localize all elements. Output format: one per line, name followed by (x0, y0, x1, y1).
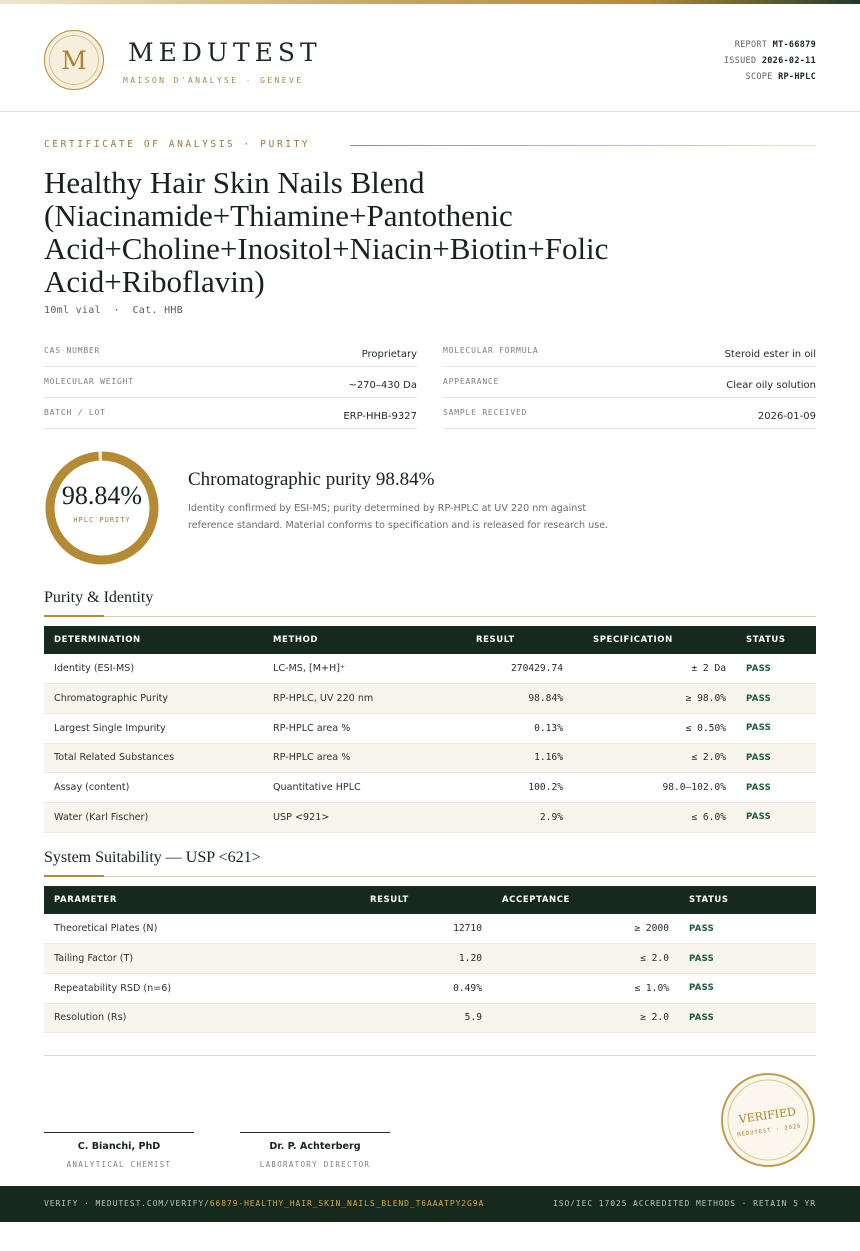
signature-block-chemist (44, 1132, 194, 1169)
status-badge: PASS (679, 973, 816, 1003)
status-badge: PASS (736, 802, 816, 832)
specification-cell: ≤ 2.0% (573, 743, 736, 773)
status-badge: PASS (679, 914, 816, 944)
property-molecular-formula (443, 336, 816, 367)
specification-cell: 98.0–102.0% (573, 773, 736, 803)
column-header: PARAMETER (54, 895, 117, 905)
property-label: APPEARANCE (443, 377, 500, 386)
property-batch-lot (44, 398, 417, 429)
determination-cell: Water (Karl Fischer) (44, 802, 263, 832)
property-value: Proprietary (361, 349, 417, 360)
property-molecular-weight (44, 367, 417, 398)
section-divider (350, 145, 816, 146)
issued-label: ISSUED (723, 56, 757, 66)
property-value: ERP-HHB-9327 (343, 411, 417, 422)
accreditation-note: ISO/IEC 17025 ACCREDITED METHODS · RETAIN 5 YR (553, 1199, 816, 1208)
property-value: ~270–430 Da (348, 380, 417, 391)
result-cell: 100.2% (436, 773, 573, 803)
seal-subtext: MEDUTEST · 2026 (737, 1123, 802, 1139)
parameter-cell: Resolution (Rs) (44, 1003, 360, 1033)
table-row (44, 802, 816, 832)
method-cell: RP-HPLC, UV 220 nm (263, 684, 436, 714)
column-header: SPECIFICATION (593, 635, 673, 645)
seal-word: VERIFIED (738, 1105, 797, 1126)
table-row (44, 684, 816, 714)
property-value: Clear oily solution (726, 380, 816, 391)
specification-cell: ≥ 98.0% (573, 684, 736, 714)
result-cell: 1.16% (436, 743, 573, 773)
determination-cell: Largest Single Impurity (44, 713, 263, 743)
specification-cell: ± 2 Da (573, 654, 736, 684)
suitability-table-title: System Suitability — USP <621> (44, 849, 261, 866)
brand-logo (44, 30, 104, 90)
signature-block-director (240, 1132, 390, 1169)
table-row (44, 944, 816, 974)
signatory-role: LABORATORY DIRECTOR (259, 1160, 371, 1169)
identity-table-rule (44, 616, 816, 617)
property-appearance (443, 367, 816, 398)
table-row (44, 973, 816, 1003)
scope-value: RP-HPLC (778, 72, 816, 82)
brand-name: MEDUTEST (128, 38, 322, 67)
purity-heading: Chromatographic purity 98.84% (188, 469, 435, 490)
column-header: DETERMINATION (54, 635, 141, 645)
verify-prefix: VERIFY · MEDUTEST.COM/VERIFY/ (44, 1199, 210, 1208)
report-label: REPORT (734, 40, 768, 50)
result-cell: 270429.74 (436, 654, 573, 684)
property-label: MOLECULAR FORMULA (443, 346, 539, 355)
result-cell: 5.9 (360, 1003, 492, 1033)
specification-cell: ≤ 0.50% (573, 713, 736, 743)
issued-date: 2026-02-11 (761, 56, 816, 66)
property-label: SAMPLE RECEIVED (443, 408, 528, 417)
purity-ring-label: HPLC PURITY (73, 516, 131, 524)
signatory-role: ANALYTICAL CHEMIST (66, 1160, 172, 1169)
table-row (44, 654, 816, 684)
identity-table-title: Purity & Identity (44, 589, 154, 606)
method-cell: USP <921> (263, 802, 436, 832)
product-title: Healthy Hair Skin Nails Blend (Niacinamide+Thiamine+Pantothenic Acid+Choline+Inositol+Niacin+Biotin+Folic Acid+Riboflavin) (44, 165, 609, 299)
result-cell: 12710 (360, 914, 492, 944)
column-header: METHOD (273, 635, 319, 645)
table-row (44, 713, 816, 743)
property-value: Steroid ester in oil (724, 349, 816, 360)
verify-link-line (44, 1199, 484, 1208)
column-header: RESULT (370, 895, 409, 905)
report-meta (724, 37, 816, 85)
verify-code-link[interactable]: 66879-HEALTHY_HAIR_SKIN_NAILS_BLEND_T6AAATPY2G9A (209, 1199, 485, 1208)
product-subtitle: 10ml vial · Cat. HHB (44, 305, 184, 316)
acceptance-cell: ≥ 2000 (492, 914, 679, 944)
verified-seal (720, 1072, 816, 1168)
table-header-row (44, 886, 816, 914)
verification-footer (0, 1186, 860, 1222)
signatory-name: Dr. P. Achterberg (269, 1141, 361, 1152)
brand-tagline: MAISON D'ANALYSE · GENÈVE (123, 76, 304, 85)
status-badge: PASS (736, 654, 816, 684)
column-header: STATUS (746, 635, 786, 645)
status-badge: PASS (679, 1003, 816, 1033)
result-cell: 0.49% (360, 973, 492, 1003)
status-badge: PASS (736, 773, 816, 803)
property-label: MOLECULAR WEIGHT (44, 377, 134, 386)
result-cell: 2.9% (436, 802, 573, 832)
scope-label: SCOPE (745, 72, 773, 82)
table-row (44, 1003, 816, 1033)
property-label: CAS NUMBER (44, 346, 101, 355)
column-header: STATUS (689, 895, 729, 905)
method-cell: RP-HPLC area % (263, 743, 436, 773)
determination-cell: Identity (ESI-MS) (44, 654, 263, 684)
parameter-cell: Tailing Factor (T) (44, 944, 360, 974)
certificate-section-label: CERTIFICATE OF ANALYSIS · PURITY (44, 139, 311, 150)
acceptance-cell: ≤ 2.0 (492, 944, 679, 974)
property-sample-received (443, 398, 816, 429)
report-header (0, 4, 860, 112)
signatory-name: C. Bianchi, PhD (77, 1141, 161, 1152)
column-header: RESULT (476, 635, 515, 645)
method-cell: LC-MS, [M+H]⁺ (263, 654, 436, 684)
determination-cell: Total Related Substances (44, 743, 263, 773)
column-header: ACCEPTANCE (502, 895, 570, 905)
acceptance-cell: ≤ 1.0% (492, 973, 679, 1003)
method-cell: RP-HPLC area % (263, 713, 436, 743)
table-row (44, 914, 816, 944)
acceptance-cell: ≥ 2.0 (492, 1003, 679, 1033)
content-end-divider (44, 1055, 816, 1056)
result-cell: 98.84% (436, 684, 573, 714)
status-badge: PASS (736, 684, 816, 714)
property-cas-number (44, 336, 417, 367)
suitability-table (44, 886, 816, 1033)
specification-cell: ≤ 6.0% (573, 802, 736, 832)
determination-cell: Assay (content) (44, 773, 263, 803)
status-badge: PASS (679, 944, 816, 974)
status-badge: PASS (736, 743, 816, 773)
suitability-table-rule (44, 876, 816, 877)
table-header-row (44, 626, 816, 654)
parameter-cell: Theoretical Plates (N) (44, 914, 360, 944)
method-cell: Quantitative HPLC (263, 773, 436, 803)
property-label: BATCH / LOT (44, 408, 106, 417)
result-cell: 1.20 (360, 944, 492, 974)
status-badge: PASS (736, 713, 816, 743)
property-value: 2026-01-09 (757, 411, 816, 422)
purity-ring-value: 98.84% (61, 481, 143, 510)
purity-description: Identity confirmed by ESI-MS; purity determined by RP-HPLC at UV 220 nm against reference standard. Material conforms to specification and is released for research use. (188, 503, 609, 531)
identity-table (44, 626, 816, 833)
table-row (44, 773, 816, 803)
logo-monogram: M (49, 35, 99, 85)
report-number: MT-66879 (772, 40, 816, 50)
parameter-cell: Repeatability RSD (n=6) (44, 973, 360, 1003)
result-cell: 0.13% (436, 713, 573, 743)
determination-cell: Chromatographic Purity (44, 684, 263, 714)
table-row (44, 743, 816, 773)
